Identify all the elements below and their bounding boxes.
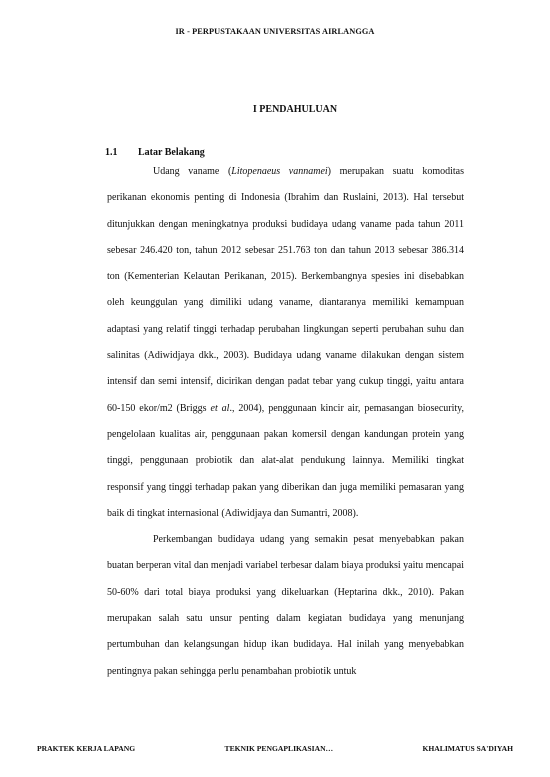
paragraph-1-middle: ) merupakan suatu komoditas perikanan ekonomis penting di Indonesia (Ibrahim dan Ruslaini, 2013). Hal tersebut ditunjukkan dengan meningkatnya produksi budidaya udang vaname pada tahun 2011 sebesar 246.420 ton, tahun 2012 sebesar 251.763 ton dan tahun 2013 sebesar 386.314 ton (Kementerian Kelautan Perikanan, 2015). Berkembangnya spesies ini disebabkan oleh keunggulan yang dimiliki udang vaname, diantaranya memiliki kemampuan adaptasi yang relatif tinggi terhadap perubahan lingkungan seperti perubahan suhu dan salinitas (Adiwidjaya dkk., 2003). Budidaya udang vaname dilakukan dengan sistem intensif dan semi intensif, dicirikan dengan padat tebar yang cukup tinggi, yaitu antara 60-150 ekor/m2 (Briggs [107,166,465,414]
footer-left: PRAKTEK KERJA LAPANG [37,744,136,753]
paragraph-1 [107,159,464,527]
chapter-title: I PENDAHULUAN [252,104,338,115]
footer-right: KHALIMATUS SA'DIYAH [422,744,513,753]
section-heading [105,147,205,158]
paragraph-1-end: ., 2004), penggunaan kincir air, pemasangan biosecurity, pengelolaan kualitas air, penggunaan pakan komersil dengan kandungan protein yang tinggi, penggunaan probiotik dan alat-alat pendukung lainnya. Memiliki tingkat responsif yang tinggi terhadap pakan yang diberikan dan juga memiliki pemasaran yang baik di tingkat internasional (Adiwidjaya dan Sumantri, 2008). [107,402,465,519]
page-footer [37,744,513,753]
paragraph-2: Perkembangan budidaya udang yang semakin pesat menyebabkan pakan buatan berperan vital dan menjadi variabel terbesar dalam biaya produksi yaitu mencapai 50-60% dari total biaya produksi yang dikeluarkan (Heptarina dkk., 2010). Pakan merupakan salah satu unsur penting dalam kegiatan budidaya yang menunjang pertumbuhan dan kelangsungan hidup ikan budidaya. Hal inilah yang menyebabkan pentingnya pakan sehingga perlu penambahan probiotik untuk [107,534,464,677]
page-header: IR - PERPUSTAKAAN UNIVERSITAS AIRLANGGA [175,27,375,36]
section-number: 1.1 [105,147,118,158]
section-title: Latar Belakang [138,147,205,158]
footer-center: TEKNIK PENGAPLIKASIAN… [224,744,334,753]
et-al: et al [210,402,230,414]
body-text [107,159,464,685]
paragraph-1-start: Udang vaname ( [153,166,232,177]
species-name: Litopenaeus vannamei [231,166,328,177]
